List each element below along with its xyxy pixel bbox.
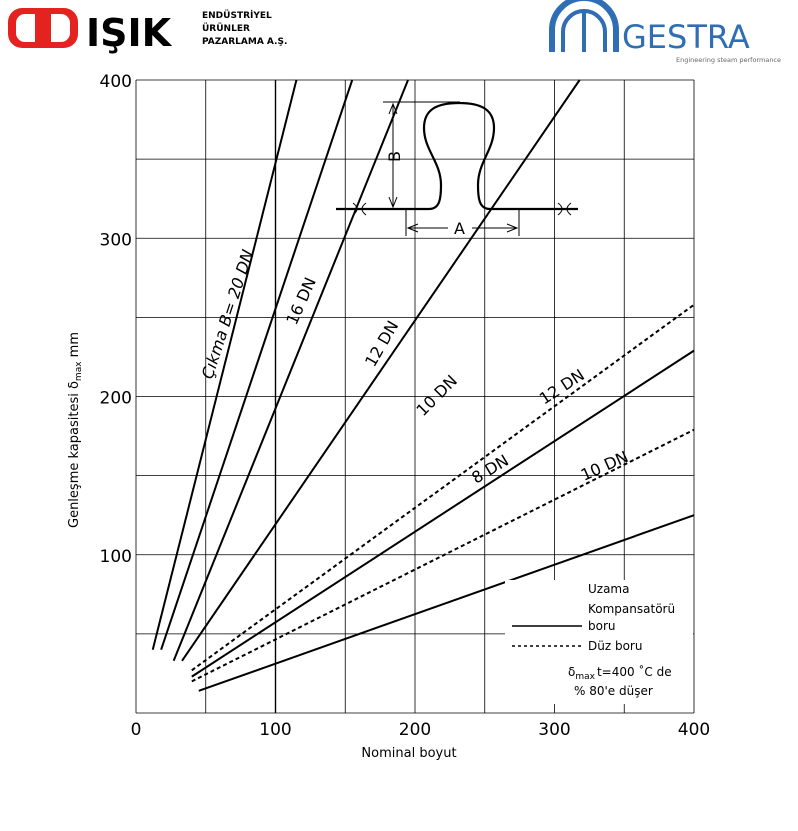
legend-note-delta: δ (568, 665, 576, 679)
isik-logo-line-2: ÜRÜNLER (202, 24, 250, 34)
inset-label-a: A (454, 219, 465, 238)
chart-legend (505, 580, 693, 704)
series-line-3 (182, 80, 580, 661)
legend-note-line2: % 80'e düşer (574, 684, 653, 698)
gestra-logo-tagline: Engineering steam performance (676, 56, 782, 64)
legend-note-rest: t=400 ˚C de (596, 665, 672, 679)
y-tick-labels (100, 72, 132, 567)
x-tick-label: 0 (130, 720, 142, 740)
series-label-12dn: 12 DN (361, 317, 403, 370)
series-label-16dn: 16 DN (282, 274, 320, 328)
gestra-logo-brand: GESTRA (622, 18, 750, 56)
y-tick-label: 100 (99, 546, 132, 567)
svg-text:Genleşme kapasitesi δmax mm (67, 332, 84, 528)
x-tick-label: 200 (398, 720, 432, 740)
legend-note-sub: max (575, 672, 595, 682)
x-tick-label: 100 (259, 720, 292, 740)
y-axis-title-main: Genleşme kapasitesi δ (67, 381, 82, 529)
isik-logo-line-1: ENDÜSTRİYEL (202, 11, 272, 21)
x-tick-label: 300 (538, 720, 571, 740)
y-axis-title (67, 332, 84, 528)
series-label-20dn: Çıkma B= 20 DN (197, 247, 258, 382)
isik-logo-line-3: PAZARLAMA A.Ş. (202, 37, 288, 47)
isik-logo (8, 8, 287, 55)
y-tick-label: 300 (99, 230, 132, 251)
legend-solid-label-line2: Kompansatörü (588, 602, 676, 616)
series-label-8dn: 8 DN (468, 450, 512, 488)
legend-solid-label-line1: Uzama (588, 582, 630, 596)
y-axis-title-unit: mm (67, 331, 82, 362)
series-label-10dn: 10 DN (412, 371, 461, 420)
series-line-1 (161, 80, 352, 650)
y-tick-label: 400 (99, 72, 132, 92)
gestra-logo (552, 0, 781, 64)
x-axis-title: Nominal boyut (361, 746, 457, 761)
x-tick-labels (131, 720, 711, 740)
y-axis-title-sub: max (74, 361, 84, 382)
series-label-10dn-dashed: 10 DN (577, 447, 632, 485)
isik-logo-brand: IŞIK (86, 11, 172, 55)
series-label-12dn-dashed: 12 DN (535, 365, 588, 409)
x-tick-label: 400 (677, 720, 711, 740)
isik-logo-mark-bar (35, 8, 51, 48)
legend-solid-label-line3: boru (588, 619, 616, 633)
inset-label-b: B (385, 151, 404, 162)
expansion-loop-pipe (336, 103, 578, 209)
legend-dashed-label: Düz boru (588, 639, 643, 653)
y-tick-label: 200 (99, 388, 132, 409)
